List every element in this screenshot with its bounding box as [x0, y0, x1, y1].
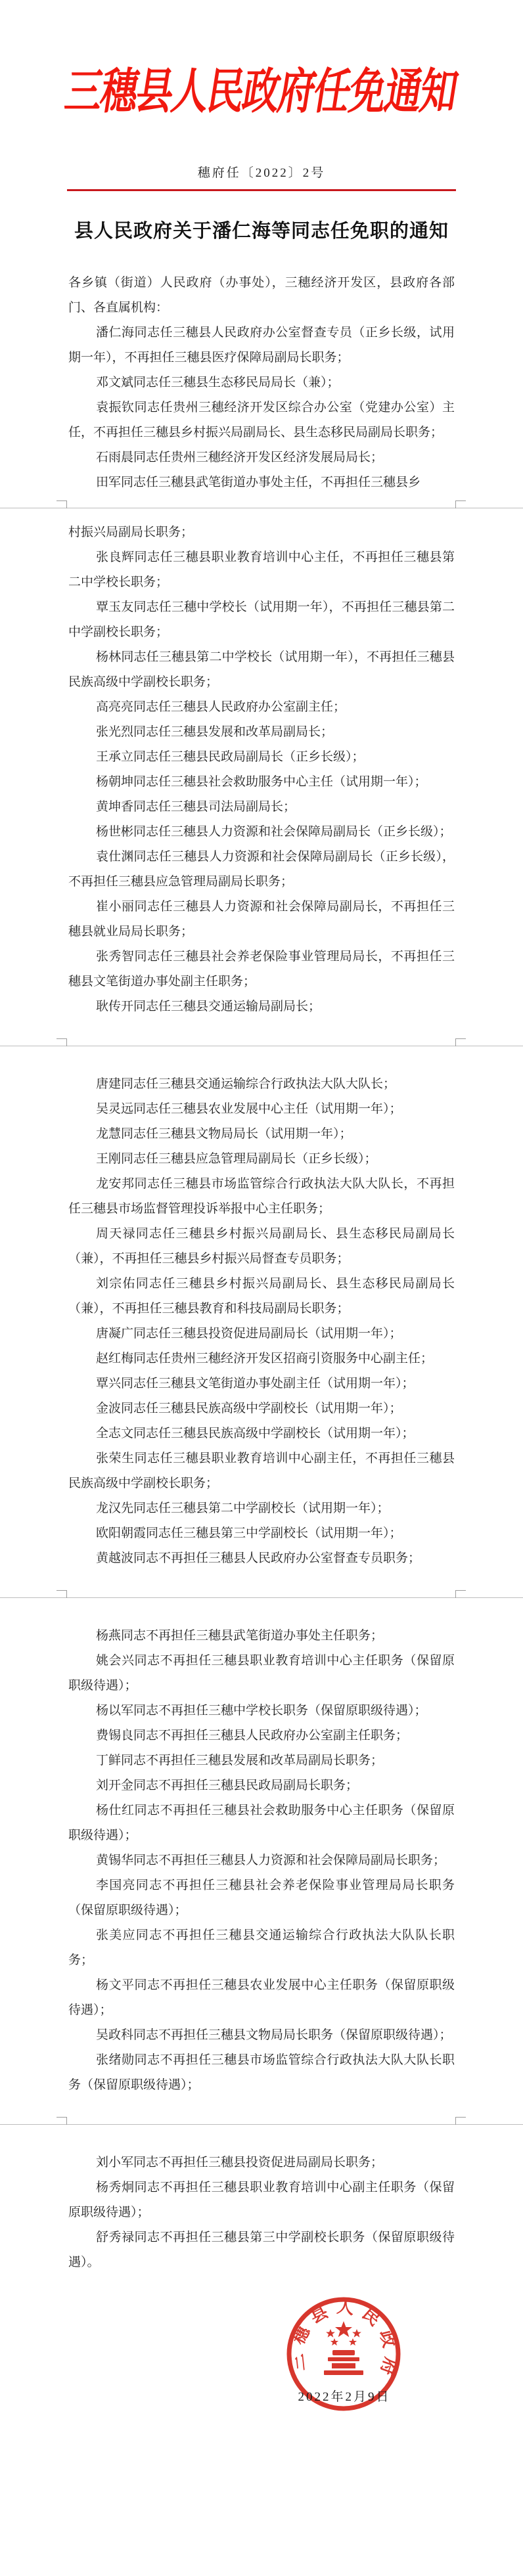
body-paragraph: 村振兴局副局长职务；: [68, 525, 194, 539]
body-paragraph: 欧阳朝霞同志任三穗县第三中学副校长（试用期一年）；: [96, 1526, 402, 1540]
body-paragraph: 刘宗佑同志任三穗县乡村振兴局副局长、县生态移民局副局长（兼），不再担任三穗县教育和科技局副局长职务；: [68, 1277, 455, 1316]
body-paragraph: 王承立同志任三穗县民政局副局长（正乡长级）；: [96, 750, 365, 764]
page-break-marker: [0, 2115, 523, 2133]
body-paragraph: 舒秀禄同志不再担任三穗县第三中学副校长职务（保留原职级待遇）。: [68, 2231, 455, 2269]
body-paragraph: 杨林同志任三穗县第二中学校长（试用期一年），不再担任三穗县民族高级中学副校长职务；: [68, 650, 455, 689]
page-corner-mark: [57, 2117, 67, 2125]
body-paragraph: 各乡镇（街道）人民政府（办事处），三穗经济开发区，县政府各部门、各直属机构：: [68, 276, 455, 315]
body-paragraph: 张绪勋同志不再担任三穗县市场监管综合行政执法大队大队长职务（保留原职级待遇）；: [68, 2053, 455, 2092]
body-paragraph: 金波同志任三穗县民族高级中学副校长（试用期一年）；: [96, 1402, 402, 1415]
red-divider-rule: [67, 189, 456, 191]
page-break-marker: [0, 1036, 523, 1055]
body-paragraph: 周天禄同志任三穗县乡村振兴局副局长、县生态移民局副局长（兼），不再担任三穗县乡村振兴局督查专员职务；: [68, 1227, 455, 1266]
body-paragraph: 吴灵远同志任三穗县农业发展中心主任（试用期一年）；: [96, 1102, 402, 1116]
body-paragraph: 杨以军同志不再担任三穗中学校长职务（保留原职级待遇）；: [96, 1704, 427, 1718]
body-paragraph: 杨秀炯同志不再担任三穗县职业教育培训中心副主任职务（保留原职级待遇）；: [68, 2181, 455, 2219]
body-paragraph: 杨文平同志不再担任三穗县农业发展中心主任职务（保留原职级待遇）；: [68, 1978, 455, 2017]
body-paragraph: 王刚同志任三穗县应急管理局副局长（正乡长级）；: [96, 1152, 377, 1166]
body-paragraph: 崔小丽同志任三穗县人力资源和社会保障局副局长，不再担任三穗县就业局局长职务；: [68, 900, 455, 939]
page-break-marker: [0, 1588, 523, 1607]
page-corner-mark: [57, 1038, 67, 1046]
body-paragraph: 张光烈同志任三穗县发展和改革局副局长；: [96, 725, 334, 739]
page-corner-mark: [455, 2117, 466, 2125]
page-corner-mark: [57, 1590, 67, 1598]
signature-block: [0, 2291, 523, 2439]
body-paragraph: 龙安邦同志任三穗县市场监管综合行政执法大队大队长，不再担任三穗县市场监督管理投诉举报中心主任职务；: [68, 1177, 455, 1216]
body-paragraph: 张秀智同志任三穗县社会养老保险事业管理局局长，不再担任三穗县文笔街道办事处副主任职务；: [68, 950, 455, 988]
body-paragraph: 唐凝广同志任三穗县投资促进局副局长（试用期一年）；: [96, 1327, 402, 1341]
body-paragraph: 杨仕红同志不再担任三穗县社会救助服务中心主任职务（保留原职级待遇）；: [68, 1804, 455, 1842]
body-paragraph: 姚会兴同志不再担任三穗县职业教育培训中心主任职务（保留原职级待遇）；: [68, 1654, 455, 1693]
body-paragraph: 张美应同志不再担任三穗县交通运输综合行政执法大队队长职务；: [68, 1928, 455, 1967]
page-break-line: [0, 2124, 523, 2125]
body-paragraph: 潘仁海同志任三穗县人民政府办公室督查专员（正乡长级，试用期一年），不再担任三穗县医疗保障局副局长职务；: [68, 326, 455, 365]
page-corner-mark: [455, 1038, 466, 1046]
body-paragraph: 高亮亮同志任三穗县人民政府办公室副主任；: [96, 700, 346, 714]
page-corner-mark: [455, 500, 466, 508]
body-paragraph: 袁振钦同志任贵州三穗经济开发区综合办公室（党建办公室）主任，不再担任三穗县乡村振兴局副局长、县生态移民局副局长职务；: [68, 401, 455, 439]
page-break-line: [0, 1597, 523, 1598]
body-paragraph: 黄坤香同志任三穗县司法局副局长；: [96, 800, 296, 814]
body-paragraph: 杨燕同志不再担任三穗县武笔街道办事处主任职务；: [96, 1629, 384, 1643]
body-paragraph: 黄越波同志不再担任三穗县人民政府办公室督查专员职务；: [96, 1551, 421, 1565]
seal-title-text: 三穗县人民政府: [286, 2297, 401, 2385]
body-paragraph: 赵红梅同志任贵州三穗经济开发区招商引资服务中心副主任；: [96, 1352, 434, 1366]
body-paragraph: 张良辉同志任三穗县职业教育培训中心主任，不再担任三穗县第二中学校长职务；: [68, 550, 455, 589]
body-paragraph: 龙慧同志任三穗县文物局局长（试用期一年）；: [96, 1127, 352, 1141]
masthead-title: 三穗县人民政府任免通知: [61, 65, 461, 120]
document-body: [0, 271, 523, 2275]
body-paragraph: 石雨晨同志任贵州三穗经济开发区经济发展局局长；: [96, 451, 384, 464]
document-date: 2022年2月9日: [298, 2390, 391, 2404]
masthead: [0, 0, 523, 120]
body-paragraph: 吴政科同志不再担任三穗县文物局局长职务（保留原职级待遇）；: [96, 2028, 452, 2042]
body-paragraph: 费锡良同志不再担任三穗县人民政府办公室副主任职务；: [96, 1729, 409, 1743]
body-paragraph: 杨朝坤同志任三穗县社会救助服务中心主任（试用期一年）；: [96, 775, 427, 789]
body-paragraph: 唐建同志任三穗县交通运输综合行政执法大队大队长；: [96, 1077, 396, 1091]
page-corner-mark: [57, 500, 67, 508]
page-corner-mark: [455, 1590, 466, 1598]
body-paragraph: 李国亮同志不再担任三穗县社会养老保险事业管理局局长职务（保留原职级待遇）；: [68, 1878, 455, 1917]
body-paragraph: 黄锡华同志不再担任三穗县人力资源和社会保障局副局长职务；: [96, 1854, 446, 1867]
body-paragraph: 丁鲜同志不再担任三穗县发展和改革局副局长职务；: [96, 1754, 384, 1767]
document-number: 穗府任〔2022〕2号: [197, 166, 326, 180]
body-paragraph: 刘小军同志不再担任三穗县投资促进局副局长职务；: [96, 2156, 384, 2169]
body-paragraph: 邓文斌同志任三穗县生态移民局局长（兼）；: [96, 376, 340, 389]
body-paragraph: 张荣生同志任三穗县职业教育培训中心副主任，不再担任三穗县民族高级中学副校长职务；: [68, 1452, 455, 1490]
body-paragraph: 杨世彬同志任三穗县人力资源和社会保障局副局长（正乡长级）；: [96, 825, 452, 839]
page-break-marker: [0, 499, 523, 517]
body-paragraph: 刘开金同志不再担任三穗县民政局副局长职务；: [96, 1779, 359, 1792]
body-paragraph: 覃玉友同志任三穗中学校长（试用期一年），不再担任三穗县第二中学副校长职务；: [68, 600, 455, 639]
body-paragraph: 龙汉先同志任三穗县第二中学副校长（试用期一年）；: [96, 1501, 390, 1515]
national-emblem-icon: [324, 2321, 363, 2375]
body-paragraph: 袁仕渊同志任三穗县人力资源和社会保障局副局长（正乡长级），不再担任三穗县应急管理局副局长职务；: [68, 850, 455, 889]
body-paragraph: 耿传开同志任三穗县交通运输局副局长；: [96, 1000, 321, 1013]
body-paragraph: 全志文同志任三穗县民族高级中学副校长（试用期一年）；: [96, 1427, 415, 1440]
body-paragraph: 田军同志任三穗县武笔街道办事处主任，不再担任三穗县乡: [96, 476, 421, 489]
body-paragraph: 覃兴同志任三穗县文笔街道办事处副主任（试用期一年）；: [96, 1377, 415, 1390]
page-title: 县人民政府关于潘仁海等同志任免职的通知: [74, 221, 449, 242]
